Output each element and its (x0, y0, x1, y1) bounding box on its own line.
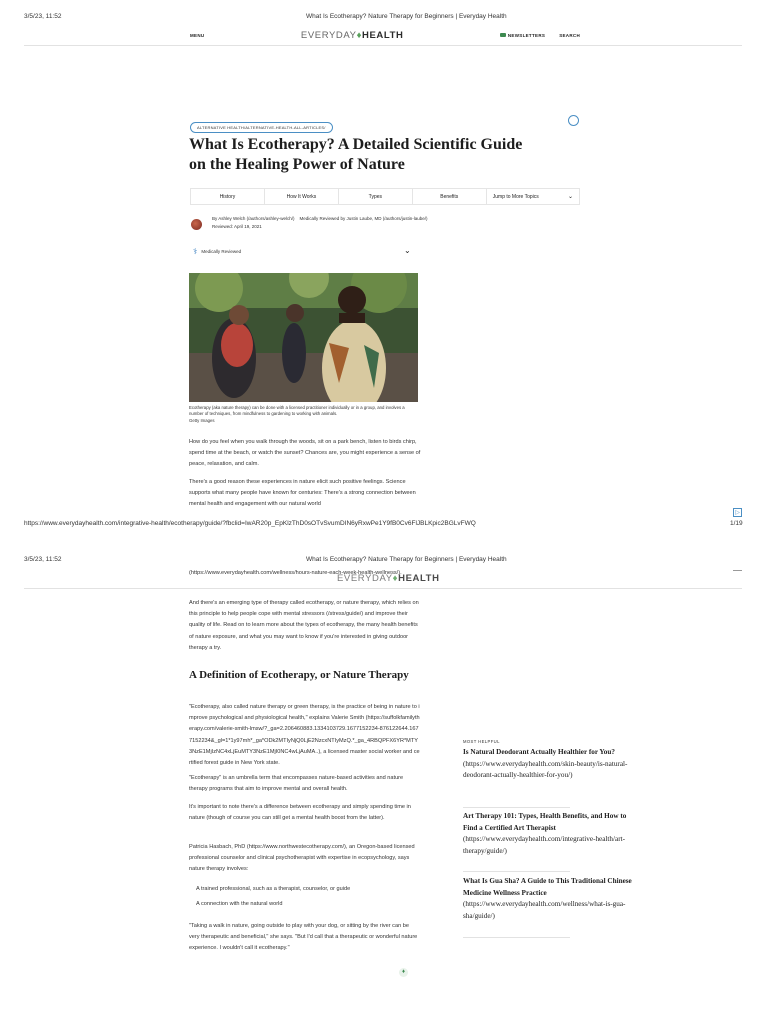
tab-benefits[interactable]: Benefits (413, 189, 487, 204)
chevron-down-icon: ⌄ (567, 194, 573, 200)
bookmark-circle-icon[interactable] (568, 115, 579, 126)
print-doc-title: What Is Ecotherapy? Nature Therapy for Beginners | Everyday Health (306, 13, 507, 20)
search-link[interactable]: SEARCH (559, 32, 580, 38)
related-article-link[interactable]: What Is Gua Sha? A Guide to This Traditional Chinese Medicine Wellness Practice (https://www.everydayhealth.com/wellness/what-is-gua-sha/guide/) (463, 877, 632, 920)
leaf-icon: ♦ (399, 968, 408, 977)
list-item: A trained professional, such as a therapist, counselor, or guide (196, 886, 351, 892)
article-photo (189, 273, 418, 402)
paragraph-continued: (https://www.everydayhealth.com/wellness/hours-nature-each-week-health-wellness/). (189, 570, 402, 576)
paragraph: Patricia Hasbach, PhD (https://www.northwestecotherapy.com/), an Oregon-based licensed professional counselor and clinical psychotherapist with expertise in ecopsychology, says nature therapy involves: (189, 844, 415, 873)
site-header (190, 29, 580, 41)
article-title: What Is Ecotherapy? A Detailed Scientific Guide on the Healing Power of Nature (189, 136, 523, 173)
paragraph: "Ecotherapy, also called nature therapy or green therapy, is the practice of being in nature to improve psychological and physiological health," explains Valerie Smith (https://suffolkfamilytherapy.com/valerie-smith-lmsw/?_ga=2.206460883.1334103729.1677152234-876122644.1677152234&_gl=1*1y97mh*_ga*ODk2MTIyNjQ0LjE2NzcxNTIyMzQ.*_ga_4RBQPFX6YR*MTY3NzE1MjIzNC4xLjEuMTY3NzE1MjI0NC4wLjAuMA..), a licensed master social worker and certified forest guide in New York state. (189, 704, 420, 767)
mail-icon (500, 33, 506, 37)
paragraph: There's a good reason these experiences in nature elicit such positive feelings. Science supports what many people have known for centuries: There's a strong connection between mental health and engagement with our natural world (189, 479, 416, 508)
chevron-down-icon[interactable]: ⌄ (404, 246, 411, 255)
most-helpful-label: MOST HELPFUL (463, 739, 500, 744)
paragraph: It's important to note there's a difference between ecotherapy and simply spending time in nature (though of course you can still get a mental health boost from the latter). (189, 804, 411, 822)
divider (733, 570, 742, 571)
print-timestamp: 3/5/23, 11:52 (24, 556, 62, 563)
related-article-link[interactable]: Art Therapy 101: Types, Health Benefits, and How to Find a Certified Art Therapist (https://www.everydayhealth.com/integrative-health/art-therapy/guide/) (463, 812, 627, 855)
paragraph: "Taking a walk in nature, going outside to play with your dog, or sitting by the river can be very therapeutic and beneficial," she says. "But I'd call that a therapeutic or wonderful nature experience. I wouldn't call it ecotherapy." (189, 923, 418, 952)
topic-tabs (190, 188, 580, 205)
byline (212, 215, 512, 231)
reviewer-link[interactable]: Medically Reviewed by Justin Laube, MD (/authors/justin-laube/) (299, 216, 428, 221)
medically-reviewed-row[interactable] (193, 247, 241, 256)
ad-choices-icon[interactable]: ▷ (733, 508, 742, 517)
print-url: https://www.everydayhealth.com/integrative-health/ecotherapy/guide/?fbclid=IwAR20p_EpKlzThD0sOTvSvumDIN6yRxwPe1Y9fB0Cv6FlJBLKpic2BGLvFWQ (24, 520, 476, 527)
category-tag[interactable]: ALTERNATIVE HEALTH/ALTERNATIVE-HEALTH-ALL-ARTICLES/ (190, 122, 333, 133)
paragraph: How do you feel when you walk through the woods, sit on a park bench, listen to birds chirp, spend time at the beach, or watch the sunset? Chances are, you might experience a sense of peace, relaxation, and calm. (189, 439, 421, 468)
author-avatar (191, 219, 202, 230)
tab-how-it-works[interactable]: How It Works (265, 189, 339, 204)
photo-credit: Getty Images (189, 418, 215, 423)
print-doc-title: What Is Ecotherapy? Nature Therapy for Beginners | Everyday Health (306, 556, 507, 563)
menu-button[interactable]: MENU (190, 32, 205, 38)
tab-types[interactable]: Types (339, 189, 413, 204)
site-logo[interactable]: EVERYDAY♦HEALTH (337, 573, 440, 584)
page-number: 1/19 (730, 520, 743, 527)
medically-reviewed-label: Medically Reviewed (201, 248, 242, 254)
author-link[interactable]: By Ashley Welch (/authors/ashley-welch/) (212, 216, 295, 221)
print-timestamp: 3/5/23, 11:52 (24, 13, 62, 20)
photo-caption: Ecotherapy (aka nature therapy) can be done with a licensed practitioner individually or in a group, and involves a number of techniques, from mindfulness to gardening to working with animals. (189, 405, 405, 416)
tab-jump-to-more-topics[interactable]: Jump to More Topics ⌄ (492, 193, 573, 200)
section-heading: A Definition of Ecotherapy, or Nature Therapy (189, 669, 409, 681)
caduceus-icon: ⚕ (193, 247, 198, 256)
list-item: A connection with the natural world (196, 901, 283, 908)
paragraph: And there's an emerging type of therapy called ecotherapy, or nature therapy, which relies on this principle to help people cope with mental stressors (/stress/guide/) and improve their quality of life. Read on to learn more about the types of ecotherapy, the many health benefits of nature exposure, and what you may want to know if you're interested in giving outdoor therapy a try. (189, 600, 419, 651)
bullet-list (196, 884, 428, 910)
site-logo[interactable]: EVERYDAY♦HEALTH (300, 29, 404, 41)
related-article-link[interactable]: Is Natural Deodorant Actually Healthier for You? (https://www.everydayhealth.com/skin-beauty/is-natural-deodorant-actually-healthier-for-you/) (463, 748, 628, 780)
people-outdoors-photo (189, 273, 418, 402)
tab-history[interactable]: History (191, 189, 265, 204)
newsletters-link[interactable]: NEWSLETTERS (500, 33, 545, 38)
reviewed-date: Reviewed: April 19, 2021 (212, 224, 262, 229)
paragraph: "Ecotherapy" is an umbrella term that encompasses nature-based activities and nature therapy programs that aim to improve mental and overall health. (189, 775, 404, 793)
